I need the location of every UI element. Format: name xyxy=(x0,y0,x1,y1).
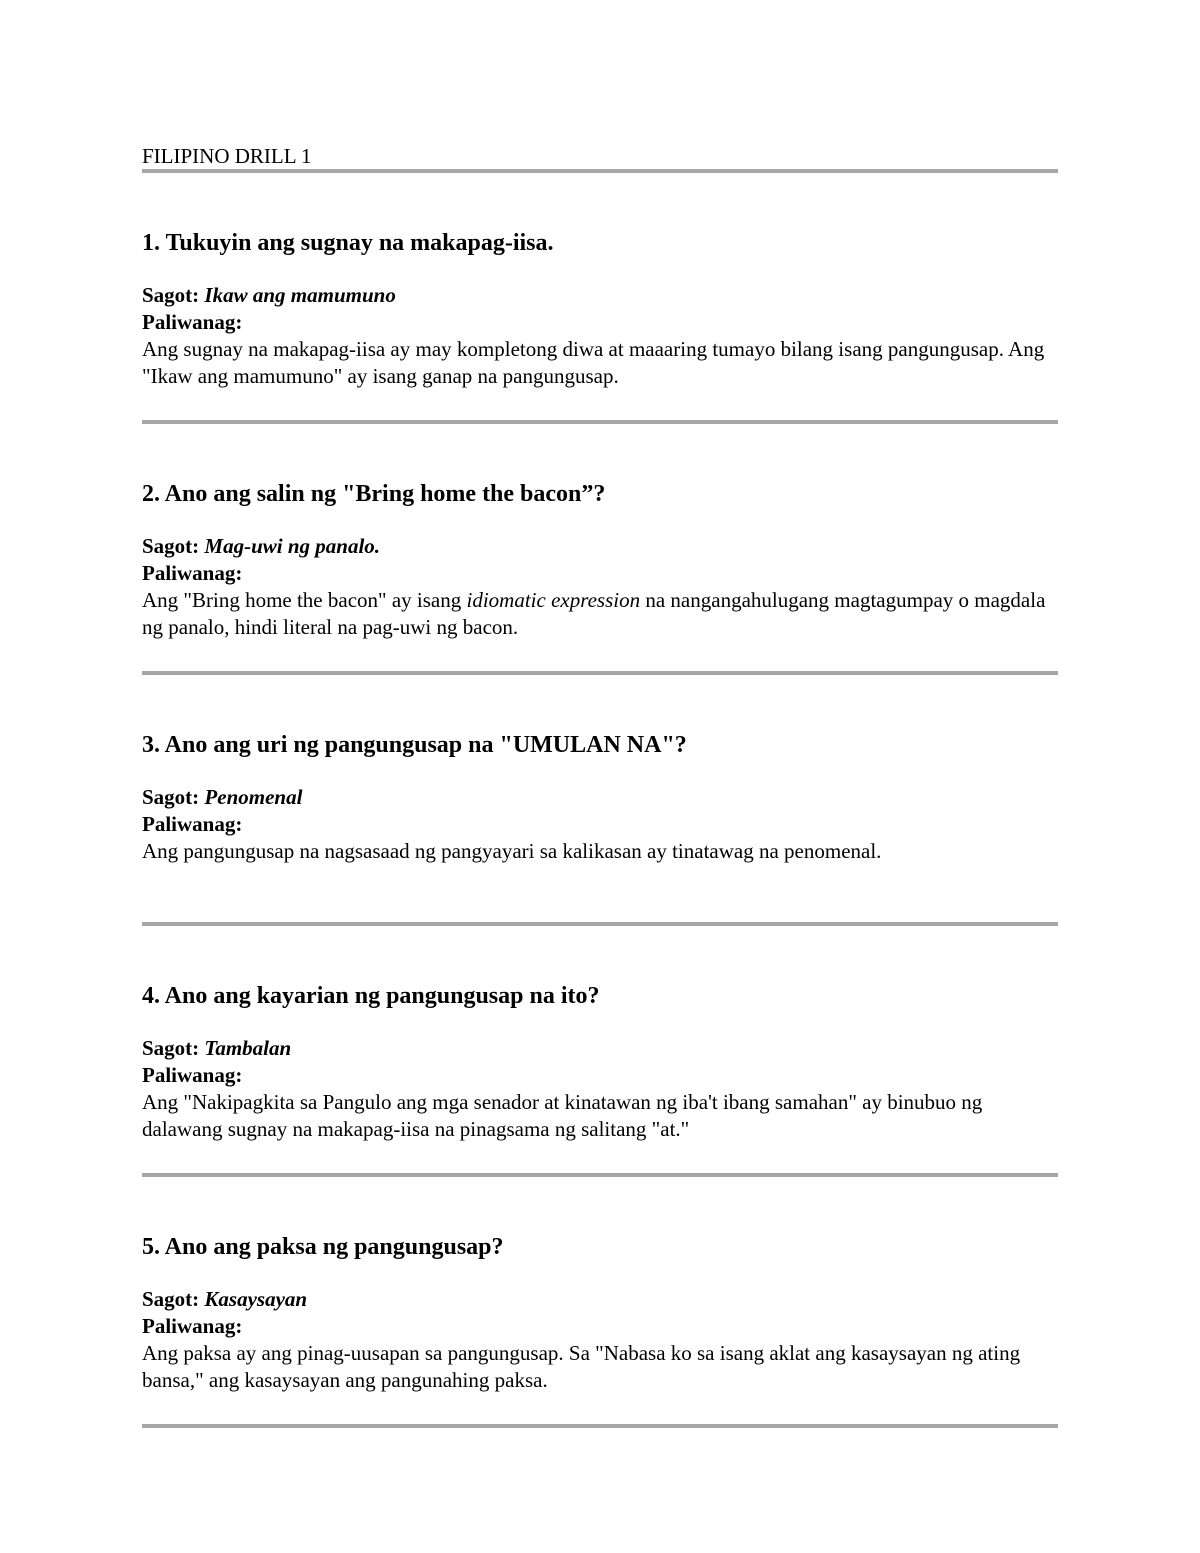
question-item xyxy=(142,926,1058,1173)
question-list xyxy=(142,173,1058,1428)
answer-line xyxy=(142,1035,1058,1062)
question-text: 5. Ano ang paksa ng pangungusap? xyxy=(142,1234,504,1260)
question-text: 3. Ano ang uri ng pangungusap na "UMULAN NA"? xyxy=(142,732,687,758)
answer-value: Mag-uwi ng panalo. xyxy=(204,534,381,558)
answer-label: Sagot: xyxy=(142,785,200,809)
explanation-text xyxy=(142,1089,1058,1143)
answer-value: Penomenal xyxy=(204,785,303,809)
explanation-text xyxy=(142,587,1058,641)
explanation-label: Paliwanag: xyxy=(142,310,243,334)
explanation-label: Paliwanag: xyxy=(142,812,243,836)
explanation-text xyxy=(142,838,1058,865)
explanation-text xyxy=(142,336,1058,390)
explanation-emphasis: idiomatic expression xyxy=(466,588,641,612)
explanation-label: Paliwanag: xyxy=(142,1314,243,1338)
document-title: FILIPINO DRILL 1 xyxy=(142,144,312,168)
answer-line xyxy=(142,784,1058,811)
question-item xyxy=(142,675,1058,922)
explanation-label: Paliwanag: xyxy=(142,561,243,585)
question-text: 2. Ano ang salin ng "Bring home the bacon”? xyxy=(142,481,606,507)
answer-label: Sagot: xyxy=(142,1287,200,1311)
answer-label: Sagot: xyxy=(142,534,200,558)
divider xyxy=(142,1424,1058,1428)
explanation-post: na nangangahulugang magtagumpay o magdala ng panalo, hindi literal na pag-uwi ng bacon. xyxy=(142,588,1046,639)
explanation-pre: Ang pangungusap na nagsasaad ng pangyayari sa kalikasan ay tinatawag na penomenal. xyxy=(142,839,882,863)
answer-value: Tambalan xyxy=(204,1036,292,1060)
answer-label: Sagot: xyxy=(142,283,200,307)
explanation-pre: Ang sugnay na makapag-iisa ay may kompletong diwa at maaaring tumayo bilang isang pangungusap. Ang "Ikaw ang mamumuno" ay isang ganap na pangungusap. xyxy=(142,337,1045,388)
question-text: 4. Ano ang kayarian ng pangungusap na ito? xyxy=(142,983,600,1009)
answer-value: Kasaysayan xyxy=(204,1287,308,1311)
question-item xyxy=(142,173,1058,420)
document-content xyxy=(142,143,1058,1428)
explanation-pre: Ang "Bring home the bacon" ay isang xyxy=(142,588,467,612)
answer-line xyxy=(142,282,1058,309)
answer-value: Ikaw ang mamumuno xyxy=(204,283,396,307)
explanation-pre: Ang paksa ay ang pinag-uusapan sa pangungusap. Sa "Nabasa ko sa isang aklat ang kasaysayan ng ating bansa," ang kasaysayan ang pangunahing paksa. xyxy=(142,1341,1021,1392)
answer-line xyxy=(142,1286,1058,1313)
answer-line xyxy=(142,533,1058,560)
explanation-text xyxy=(142,1340,1058,1394)
question-item xyxy=(142,424,1058,671)
explanation-label: Paliwanag: xyxy=(142,1063,243,1087)
question-item xyxy=(142,1177,1058,1424)
answer-label: Sagot: xyxy=(142,1036,200,1060)
question-text: 1. Tukuyin ang sugnay na makapag-iisa. xyxy=(142,230,554,256)
explanation-pre: Ang "Nakipagkita sa Pangulo ang mga senador at kinatawan ng iba't ibang samahan" ay binubuo ng dalawang sugnay na makapag-iisa na pinagsama ng salitang "at." xyxy=(142,1090,983,1141)
